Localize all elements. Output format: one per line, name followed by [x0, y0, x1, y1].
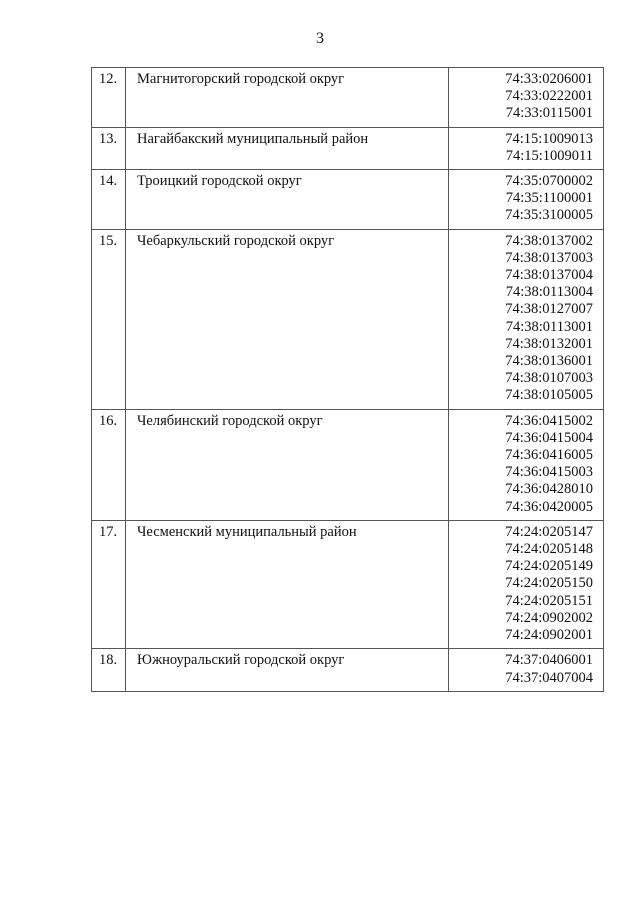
cadastral-codes	[449, 409, 604, 520]
table-row	[92, 649, 604, 691]
cadastral-code: 74:38:0127007	[505, 301, 593, 318]
row-number: 16.	[92, 409, 126, 520]
cadastral-code: 74:36:0416005	[505, 447, 593, 464]
cadastral-code: 74:36:0420005	[505, 498, 593, 515]
row-number: 15.	[92, 229, 126, 409]
cadastral-code: 74:38:0113004	[505, 284, 593, 301]
cadastral-codes	[449, 649, 604, 691]
cadastral-codes	[449, 520, 604, 648]
row-number: 17.	[92, 520, 126, 648]
cadastral-code: 74:37:0407004	[505, 669, 593, 686]
cadastral-code: 74:38:0105005	[505, 387, 593, 404]
page-number: 3	[316, 30, 324, 47]
cadastral-code: 74:38:0113001	[505, 318, 593, 335]
cadastral-code: 74:33:0115001	[505, 105, 593, 122]
cadastral-code: 74:24:0205151	[505, 592, 593, 609]
row-number: 12.	[92, 68, 126, 128]
municipality-name: Чесменский муниципальный район	[126, 520, 449, 648]
cadastral-codes	[449, 170, 604, 230]
cadastral-code: 74:36:0428010	[505, 481, 593, 498]
table-row	[92, 229, 604, 409]
cadastral-code: 74:35:1100001	[505, 190, 593, 207]
municipality-name: Магнитогорский городской округ	[126, 68, 449, 128]
cadastral-code: 74:24:0205150	[505, 575, 593, 592]
cadastral-code: 74:38:0132001	[505, 335, 593, 352]
table-row	[92, 170, 604, 230]
cadastral-code: 74:24:0205147	[505, 523, 593, 540]
regions-table-body	[92, 68, 604, 692]
cadastral-code: 74:33:0206001	[505, 71, 593, 87]
table-row	[92, 520, 604, 648]
table-row	[92, 68, 604, 128]
row-number: 18.	[92, 649, 126, 691]
cadastral-code: 74:38:0137002	[505, 232, 593, 249]
cadastral-codes	[449, 127, 604, 169]
cadastral-codes	[449, 68, 604, 128]
cadastral-code: 74:38:0107003	[505, 370, 593, 387]
municipality-name: Чебаркульский городской округ	[126, 229, 449, 409]
table-row	[92, 409, 604, 520]
cadastral-code: 74:35:0700002	[505, 173, 593, 190]
cadastral-code: 74:33:0222001	[505, 88, 593, 105]
municipality-name: Нагайбакский муниципальный район	[126, 127, 449, 169]
regions-table	[91, 67, 604, 692]
cadastral-code: 74:24:0902002	[505, 609, 593, 626]
cadastral-code: 74:15:1009011	[505, 147, 593, 164]
row-number: 13.	[92, 127, 126, 169]
cadastral-code: 74:36:0415004	[505, 429, 593, 446]
cadastral-codes	[449, 229, 604, 409]
cadastral-code: 74:36:0415002	[505, 412, 593, 429]
municipality-name: Южноуральский городской округ	[126, 649, 449, 691]
cadastral-code: 74:38:0137003	[505, 249, 593, 266]
cadastral-code: 74:24:0902001	[505, 627, 593, 644]
cadastral-code: 74:38:0137004	[505, 267, 593, 284]
cadastral-code: 74:35:3100005	[505, 207, 593, 224]
municipality-name: Троицкий городской округ	[126, 170, 449, 230]
cadastral-code: 74:37:0406001	[505, 652, 593, 669]
table-row	[92, 127, 604, 169]
municipality-name: Челябинский городской округ	[126, 409, 449, 520]
cadastral-code: 74:24:0205148	[505, 541, 593, 558]
cadastral-code: 74:15:1009013	[505, 130, 593, 147]
cadastral-code: 74:36:0415003	[505, 464, 593, 481]
cadastral-code: 74:38:0136001	[505, 353, 593, 370]
cadastral-code: 74:24:0205149	[505, 558, 593, 575]
row-number: 14.	[92, 170, 126, 230]
